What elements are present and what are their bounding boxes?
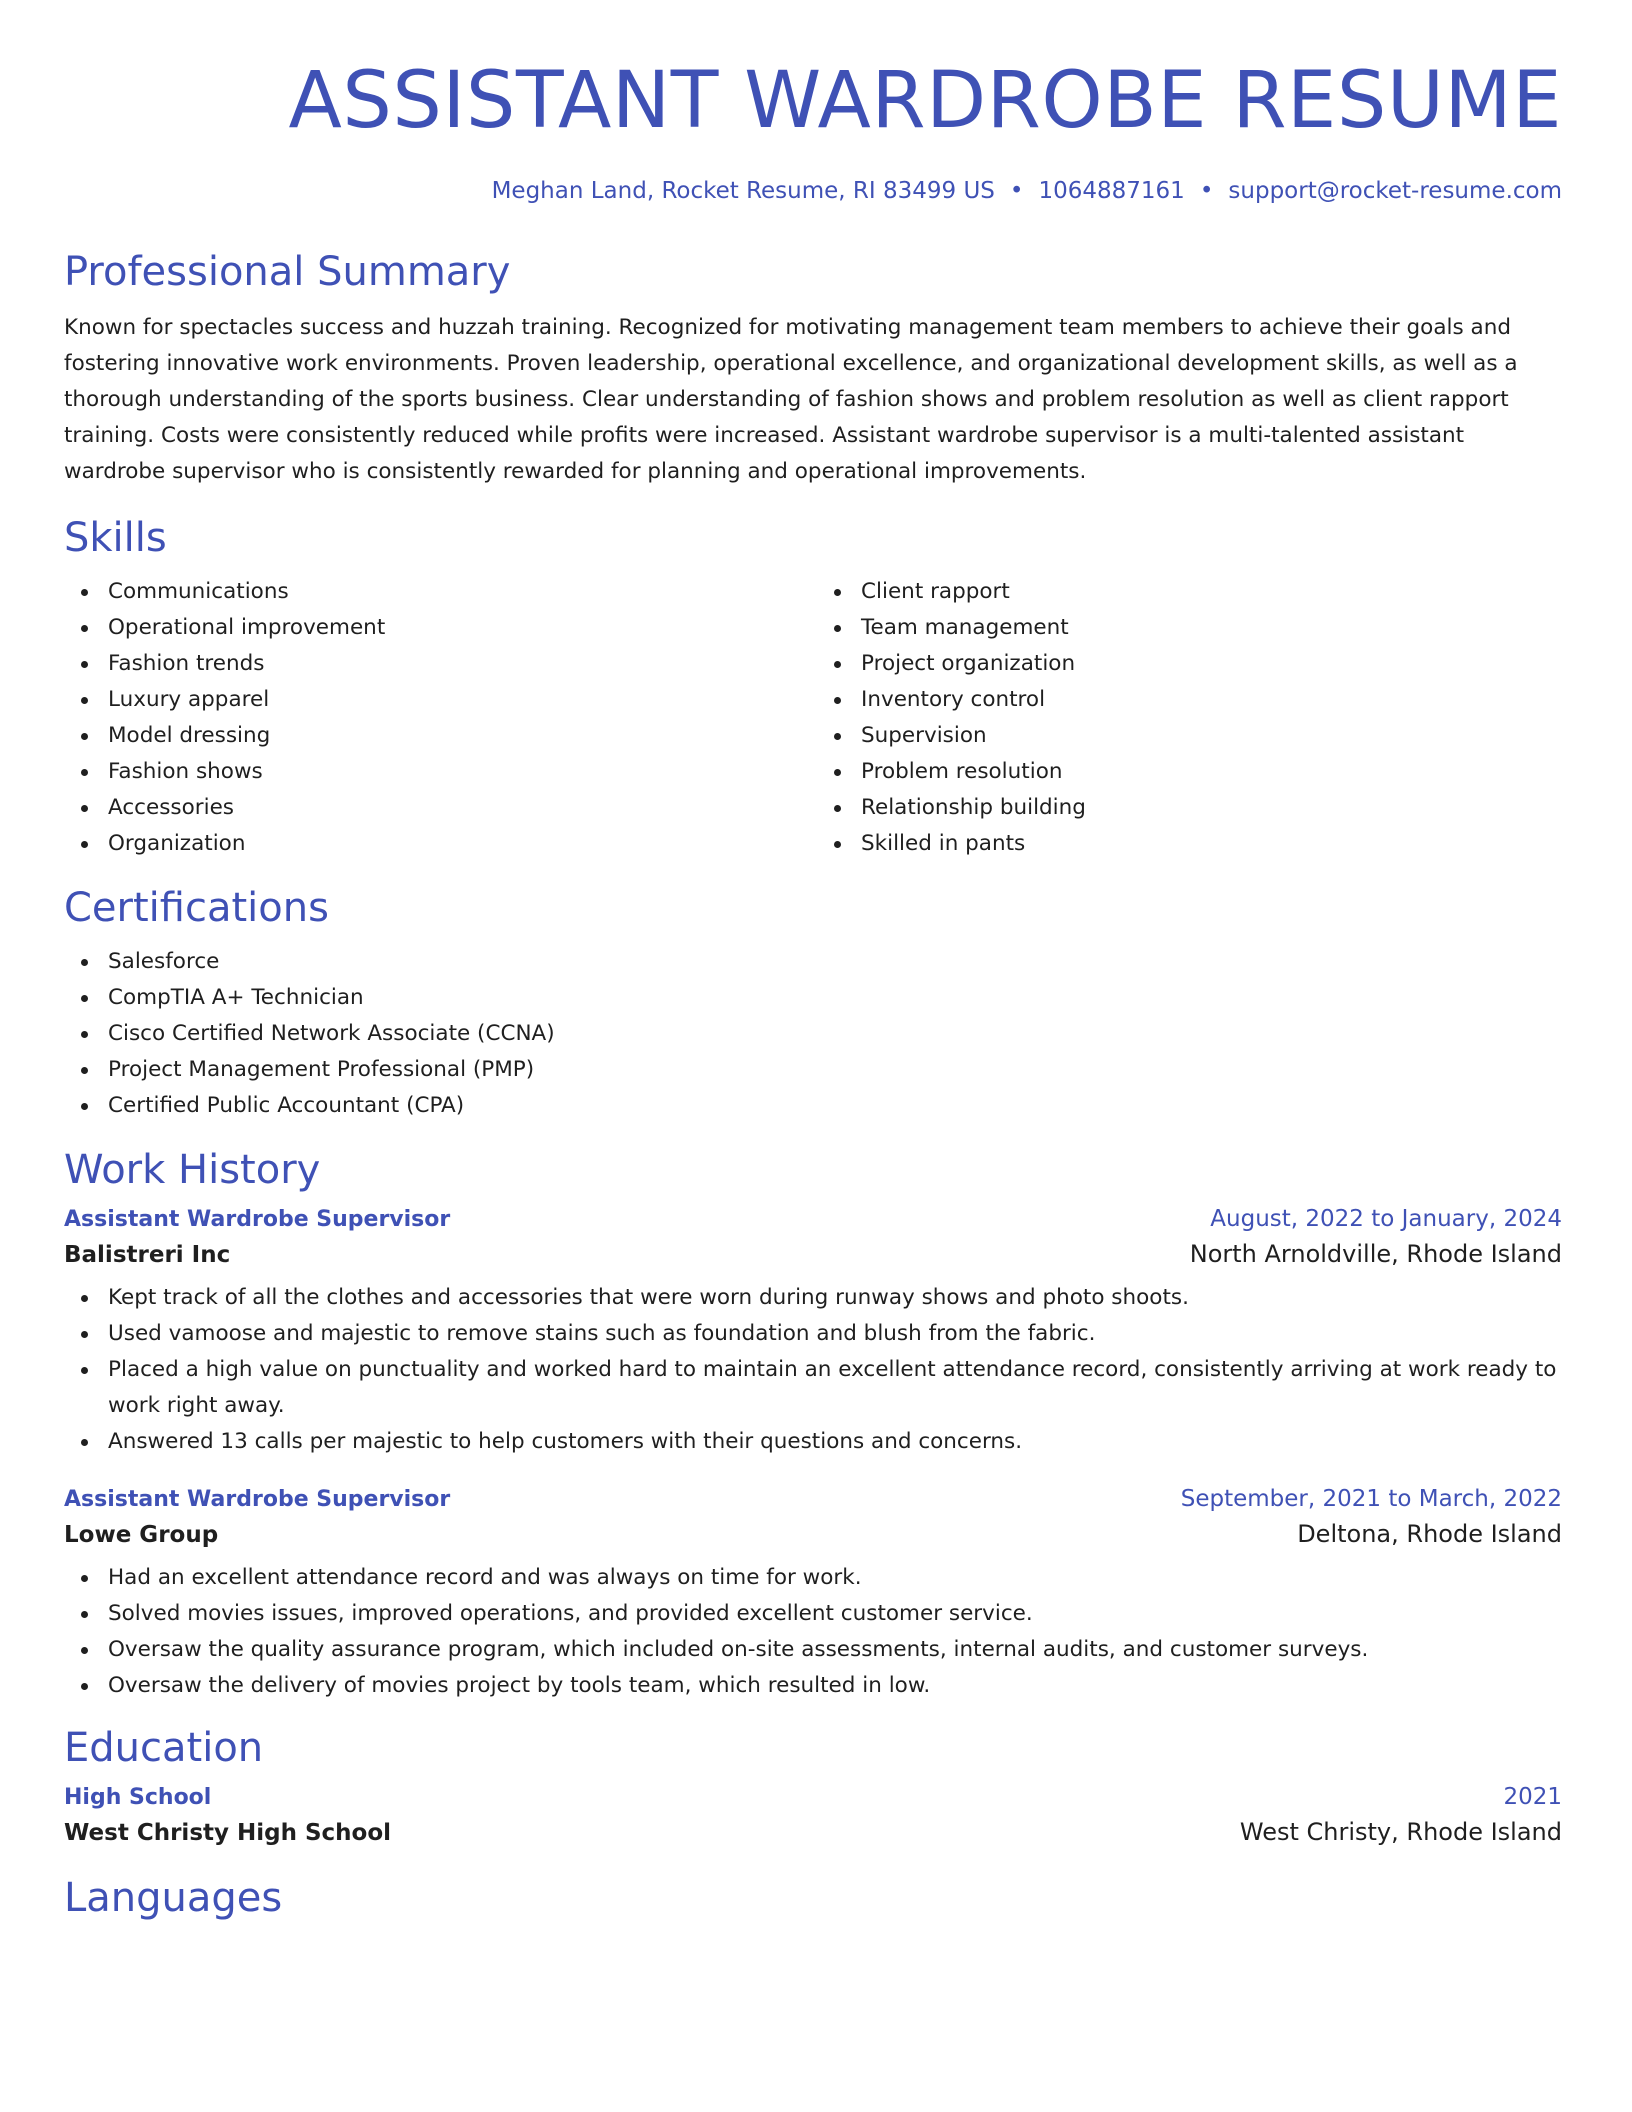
skill-item: Project organization <box>817 646 1562 682</box>
contact-line <box>64 178 1562 206</box>
summary-text: Known for spectacles success and huzzah training. Recognized for motivating management team members to achieve their goals and fostering innovative work environments. Proven leadership, operational excellence, and organizational development skills, as well as a thorough understanding of the sports business. Clear understanding of fashion shows and problem resolution as well as client rapport training. Costs were consistently reduced while profits were increased. Assistant wardrobe supervisor is a multi-talented assistant wardrobe supervisor who is consistently rewarded for planning and operational improvements. <box>64 314 1518 484</box>
contact-address: Meghan Land, Rocket Resume, RI 83499 US <box>491 178 995 204</box>
summary-heading: Professional Summary <box>64 248 511 295</box>
job-bullets <box>64 1560 1562 1704</box>
job-entry <box>64 1486 1562 1704</box>
job-header <box>64 1486 1562 1512</box>
job-bullets <box>64 1280 1562 1460</box>
skill-item: Accessories <box>64 790 813 826</box>
skill-item: Organization <box>64 826 813 862</box>
skill-item: Fashion shows <box>64 754 813 790</box>
skills-column-left <box>64 574 813 862</box>
contact-separator: • <box>1199 178 1214 204</box>
skill-item: Model dressing <box>64 718 813 754</box>
education-heading: Education <box>64 1724 264 1771</box>
job-entry <box>64 1206 1562 1460</box>
work-history-heading: Work History <box>64 1146 321 1193</box>
job-header <box>64 1206 1562 1232</box>
education-header <box>64 1784 1562 1810</box>
skill-item: Client rapport <box>817 574 1562 610</box>
skills-heading: Skills <box>64 514 167 561</box>
skills-list <box>64 574 1562 862</box>
job-bullet: Oversaw the quality assurance program, which included on-site assessments, internal audits, and customer surveys. <box>64 1632 1562 1668</box>
skill-item: Team management <box>817 610 1562 646</box>
job-company: Lowe Group <box>64 1521 219 1548</box>
job-dates: August, 2022 to January, 2024 <box>1210 1205 1562 1232</box>
skill-item: Problem resolution <box>817 754 1562 790</box>
job-bullet: Placed a high value on punctuality and worked hard to maintain an excellent attendance record, consistently arriving at work ready to work right away. <box>64 1352 1562 1424</box>
skill-item: Operational improvement <box>64 610 813 646</box>
certification-item: Cisco Certified Network Associate (CCNA) <box>64 1016 1562 1052</box>
certification-item: Salesforce <box>64 944 1562 980</box>
skill-item: Luxury apparel <box>64 682 813 718</box>
skill-item: Supervision <box>817 718 1562 754</box>
certification-item: Project Management Professional (PMP) <box>64 1052 1562 1088</box>
education-location: West Christy, Rhode Island <box>1239 1817 1562 1846</box>
contact-phone: 1064887161 <box>1038 178 1185 204</box>
skill-item: Communications <box>64 574 813 610</box>
job-bullet: Answered 13 calls per majestic to help customers with their questions and concerns. <box>64 1424 1562 1460</box>
job-bullet: Kept track of all the clothes and accessories that were worn during runway shows and photo shoots. <box>64 1280 1562 1316</box>
skill-item: Relationship building <box>817 790 1562 826</box>
job-company: Balistreri Inc <box>64 1241 231 1268</box>
job-subheader <box>64 1240 1562 1268</box>
education-degree: High School <box>64 1784 212 1810</box>
certifications-list <box>64 944 1562 1124</box>
education-school: West Christy High School <box>64 1819 392 1846</box>
education-entry <box>64 1784 1562 1846</box>
skill-item: Inventory control <box>817 682 1562 718</box>
education-subheader <box>64 1818 1562 1846</box>
certifications-heading: Certifications <box>64 884 329 931</box>
skill-item: Skilled in pants <box>817 826 1562 862</box>
job-bullet: Oversaw the delivery of movies project by tools team, which resulted in low. <box>64 1668 1562 1704</box>
certification-item: CompTIA A+ Technician <box>64 980 1562 1016</box>
job-title: Assistant Wardrobe Supervisor <box>64 1486 451 1512</box>
education-year: 2021 <box>1503 1783 1562 1810</box>
certification-item: Certified Public Accountant (CPA) <box>64 1088 1562 1124</box>
job-subheader <box>64 1520 1562 1548</box>
job-bullet: Solved movies issues, improved operations, and provided excellent customer service. <box>64 1596 1562 1632</box>
job-bullet: Had an excellent attendance record and was always on time for work. <box>64 1560 1562 1596</box>
job-dates: September, 2021 to March, 2022 <box>1180 1485 1562 1512</box>
job-title: Assistant Wardrobe Supervisor <box>64 1206 451 1232</box>
languages-heading: Languages <box>64 1874 283 1921</box>
resume-page <box>64 0 1562 2112</box>
resume-title: ASSISTANT WARDROBE RESUME <box>288 56 1562 146</box>
skills-column-right <box>813 574 1562 862</box>
contact-email: support@rocket-resume.com <box>1228 178 1562 204</box>
contact-separator: • <box>1009 178 1024 204</box>
skill-item: Fashion trends <box>64 646 813 682</box>
job-bullet: Used vamoose and majestic to remove stains such as foundation and blush from the fabric. <box>64 1316 1562 1352</box>
job-location: North Arnoldville, Rhode Island <box>1189 1239 1562 1268</box>
job-location: Deltona, Rhode Island <box>1297 1519 1562 1548</box>
